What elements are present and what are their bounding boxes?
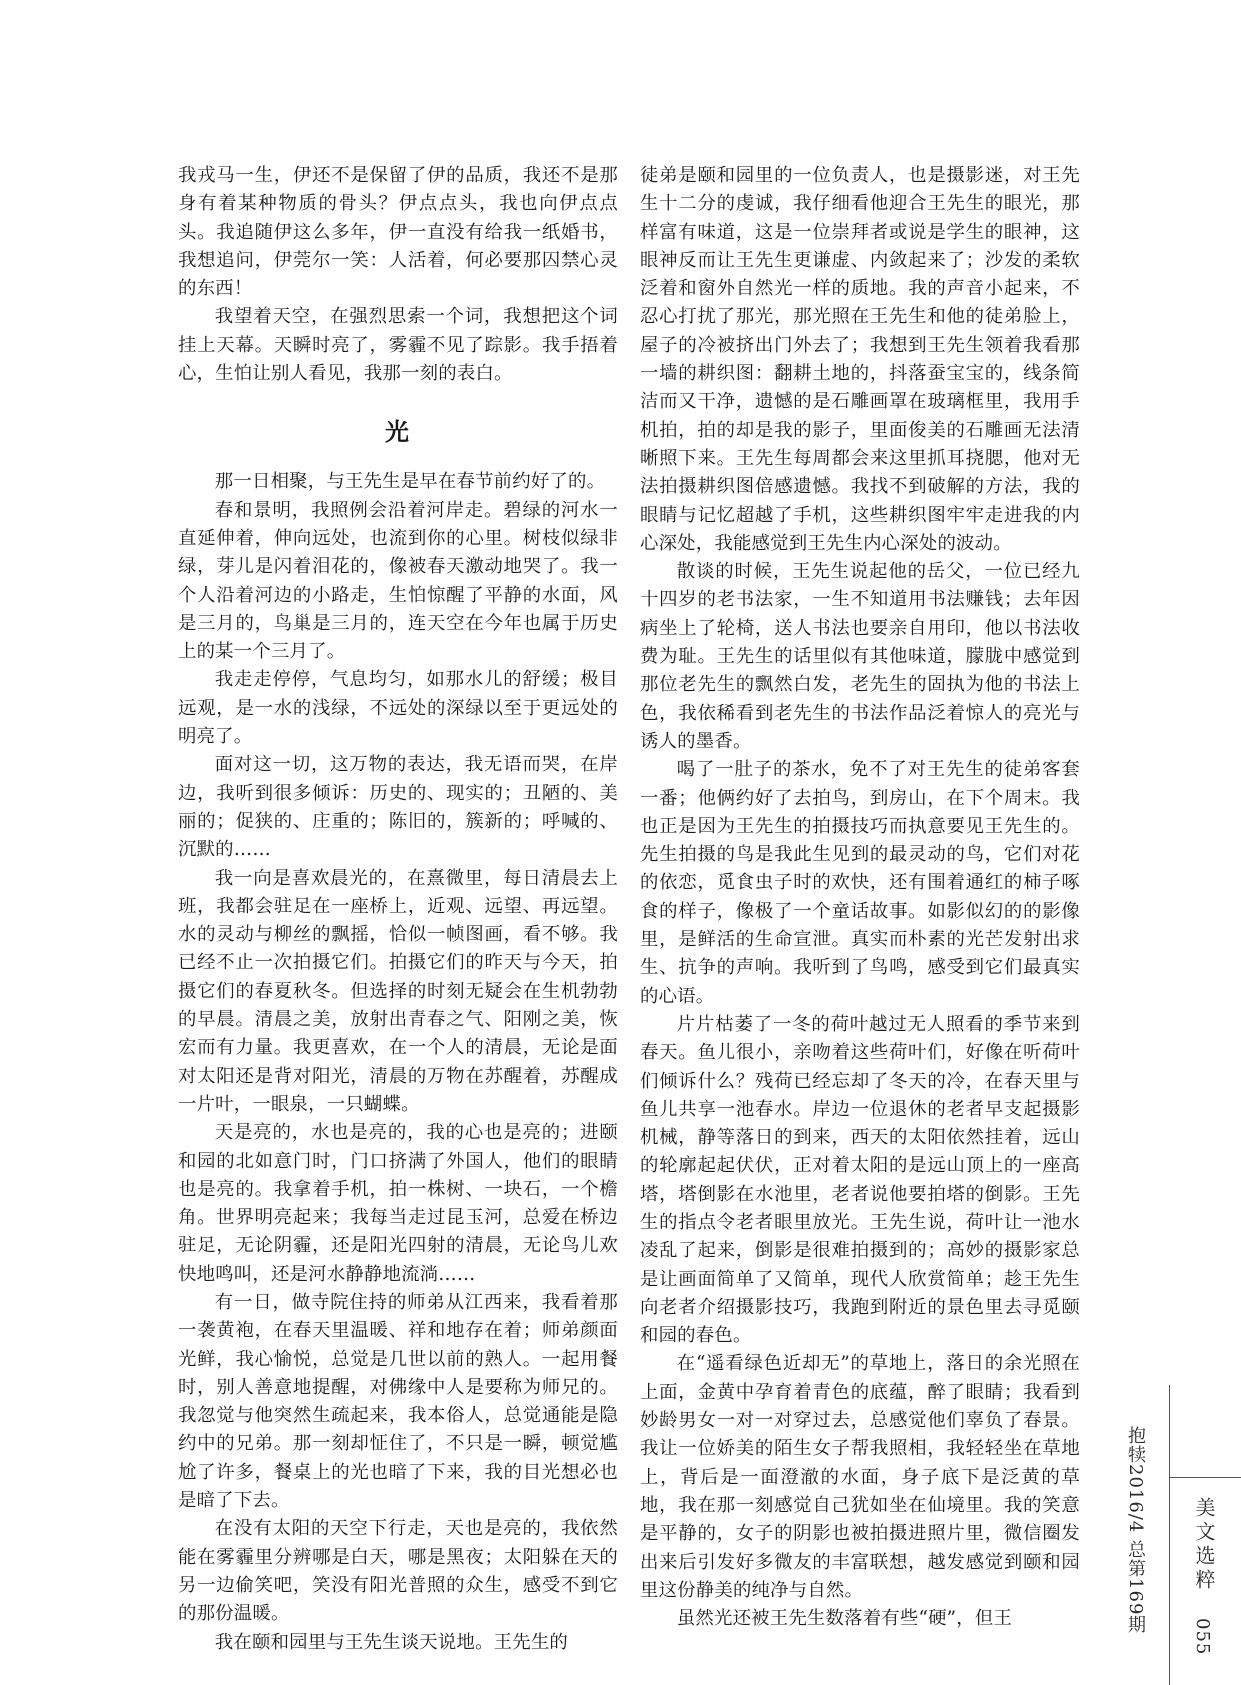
paragraph: 我走走停停，气息均匀，如那水儿的舒缓；极目远观，是一水的浅绿，不远处的深绿以至于更远处的明亮了。 <box>178 669 618 748</box>
paragraph: 面对这一切，这万物的表达，我无语而哭，在岸边，我听到很多倾诉：历史的、现实的；丑陋的、美丽的；促狭的、庄重的；陈旧的，簇新的；呼喊的、沉默的…… <box>178 754 618 861</box>
sidebar-divider-vertical <box>1169 1385 1170 1685</box>
issue-info: 抱犊2016/4 总第169期 <box>1125 1426 1146 1635</box>
paragraph: 喝了一肚子的茶水，免不了对王先生的徒弟客套一番；他俩约好了去拍鸟，到房山，在下个周末。我也正是因为王先生的拍摄技巧而执意要见王先生的。先生拍摄的鸟是我此生见到的最灵动的鸟，它们对花的依恋，觅食虫子时的欢快，还有围着通红的柿子啄食的样子，像极了一个童话故事。如影似幻的的影像里，是鲜活的生命宣泄。真实而朴素的光芒发射出求生、抗争的声响。我听到了鸟鸣，感受到它们最真实的心语。 <box>640 759 1080 1007</box>
paragraph: 我在颐和园里与王先生谈天说地。王先生的 <box>214 1631 569 1653</box>
paragraph: 我望着天空，在强烈思索一个词，我想把这个词挂上天幕。天瞬时亮了，雾霾不见了踪影。我手捂着心，生怕让别人看见，我那一刻的表白。 <box>178 306 618 385</box>
paragraph: 我戎马一生，伊还不是保留了伊的品质，我还不是那身有着某种物质的骨头？伊点点头，我也向伊点点头。我追随伊这么多年，伊一直没有给我一纸婚书，我想追问，伊莞尔一笑：人活着，何必要那囚禁心灵的东西！ <box>178 165 618 300</box>
paragraph: 在没有太阳的天空下行走，天也是亮的，我依然能在雾霾里分辨哪是白天，哪是黑夜；太阳躲在天的另一边偷笑吧，笑没有阳光普照的众生，感受不到它的那份温暖。 <box>178 1518 618 1625</box>
sidebar-divider-horizontal <box>1169 1477 1241 1478</box>
paragraph: 那一日相聚，与王先生是早在春节前约好了的。 <box>214 471 606 493</box>
paragraph: 天是亮的，水也是亮的，我的心也是亮的；进颐和园的北如意门时，门口挤满了外国人，他们的眼睛也是亮的。我拿着手机，拍一株树、一块石，一个檐角。世界明亮起来；我每当走过昆玉河，总爱在桥边驻足，无论阴霾，还是阳光四射的清晨，无论鸟儿欢快地鸣叫，还是河水静静地流淌…… <box>178 1122 618 1285</box>
right-column <box>640 162 1080 1633</box>
paragraph: 我一向是喜欢晨光的，在熹微里，每日清晨去上班，我都会驻足在一座桥上，近观、远望、再远望。水的灵动与柳丝的飘摇，恰似一帧图画，看不够。我已经不止一次拍摄它们。拍摄它们的昨天与今天，拍摄它们的春夏秋冬。但选择的时刻无疑会在生机勃勃的早晨。清晨之美，放射出青春之气、阳刚之美，恢宏而有力量。我更喜欢，在一个人的清晨，无论是面对太阳还是背对阳光，清晨的万物在苏醒着，苏醒成一片叶，一眼泉，一只蝴蝶。 <box>178 867 618 1115</box>
paragraph: 在“遥看绿色近却无”的草地上，落日的余光照在上面，金黄中孕育着青色的底蕴，醉了眼睛；我看到妙龄男女一对一对穿过去，总感觉他们辜负了春景。我让一位娇美的陌生女子帮我照相，我轻轻坐在草地上，背后是一面澄澈的水面，身子底下是泛黄的草地，我在那一刻感觉自己犹如坐在仙境里。我的笑意是平静的，女子的阴影也被拍摄进照片里，微信圈发出来后引发好多微友的丰富联想，越发感觉到颐和园里这份静美的纯净与自然。 <box>640 1353 1080 1601</box>
journal-name: 美文选粹 <box>1192 1497 1216 1593</box>
paragraph: 片片枯萎了一冬的荷叶越过无人照看的季节来到春天。鱼儿很小，亲吻着这些荷叶们，好像在听荷叶们倾诉什么？残荷已经忘却了冬天的冷，在春天里与鱼儿共享一池春水。岸边一位退休的老者早支起摄影机械，静等落日的到来，西天的太阳依然挂着，远山的轮廓起起伏伏，正对着太阳的是远山顶上的一座高塔，塔倒影在水池里，老者说他要拍塔的倒影。王先生的指点令老者眼里放光。王先生说，荷叶让一池水凌乱了起来，倒影是很难拍摄到的；高妙的摄影家总是让画面简单了又简单，现代人欣赏简单；趁王先生向老者介绍摄影技巧，我跑到附近的景色里去寻觅颐和园的春色。 <box>640 1013 1080 1347</box>
left-column <box>178 162 618 1657</box>
paragraph: 散谈的时候，王先生说起他的岳父，一位已经九十四岁的老书法家，一生不知道用书法赚钱；去年因病坐上了轮椅，送人书法也要亲自用印，他以书法收费为耻。王先生的话里似有其他味道，朦胧中感觉到那位老先生的飘然白发，老先生的固执为他的书法上色，我依稀看到老先生的书法作品泛着惊人的亮光与诱人的墨香。 <box>640 561 1080 752</box>
paragraph: 春和景明，我照例会沿着河岸走。碧绿的河水一直延伸着，伸向远处，也流到你的心里。树枝似绿非绿，芽儿是闪着泪花的，像被春天激动地哭了。我一个人沿着河边的小路走，生怕惊醒了平静的水面，风是三月的，鸟巢是三月的，连天空在今年也属于历史上的某一个三月了。 <box>178 499 618 663</box>
section-heading: 光 <box>385 418 411 447</box>
paragraph: 徒弟是颐和园里的一位负责人，也是摄影迷，对王先生十二分的虔诚，我仔细看他迎合王先生的眼光，那样富有味道，这是一位崇拜者或说是学生的眼神，这眼神反而让王先生更谦虚、内敛起来了；沙发的柔软泛着和窗外自然光一样的质地。我的声音小起来，不忍心打扰了那光，那光照在王先生和他的徒弟脸上，屋子的冷被挤出门外去了；我想到王先生领着我看那一墙的耕织图：翻耕土地的，抖落蚕宝宝的，线条简洁而又干净，遗憾的是石雕画罩在玻璃框里，我用手机拍，拍的却是我的影子，里面俊美的石雕画无法清晰照下来。王先生每周都会来这里抓耳挠腮，他对无法拍摄耕织图倍感遗憾。我找不到破解的方法，我的眼睛与记忆超越了手机，这些耕织图牢牢走进我的内心深处，我能感觉到王先生内心深处的波动。 <box>640 165 1080 554</box>
paragraph: 虽然光还被王先生数落着有些“硬”，但王 <box>676 1608 1013 1630</box>
page-number: 055 <box>1192 1618 1213 1656</box>
paragraph: 有一日，做寺院住持的师弟从江西来，我看着那一袭黄袍，在春天里温暖、祥和地存在着；师弟颜面光鲜，我心愉悦，总觉是几世以前的熟人。一起用餐时，别人善意地提醒，对佛缘中人是要称为师兄的。我忽觉与他突然生疏起来，我本俗人，总觉通能是隐约中的兄弟。那一刻却怔住了，不只是一瞬，顿觉尴尬了许多，餐桌上的光也暗了下来，我的目光想必也是暗了下去。 <box>178 1291 618 1512</box>
